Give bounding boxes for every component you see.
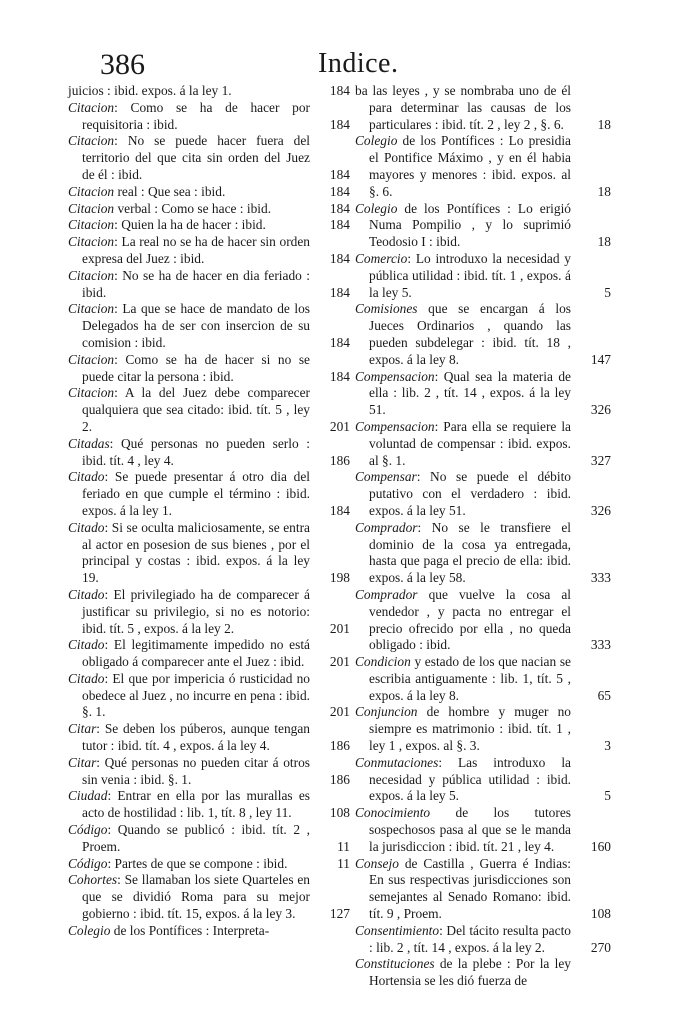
entry-heading: Compensacion bbox=[355, 368, 435, 384]
index-entry bbox=[68, 352, 350, 386]
entry-heading: Conocimiento bbox=[355, 805, 431, 821]
entry-page-number: 186 bbox=[329, 452, 350, 468]
entry-page-number: 108 bbox=[590, 906, 611, 922]
index-entry bbox=[68, 469, 350, 519]
entry-page-number: 11 bbox=[337, 838, 350, 854]
entry-heading: Citacion bbox=[68, 267, 115, 283]
entry-text: : Qual sea la materia de ella : lib. 2 , tít. 14 , expos. á la ley 51. bbox=[369, 368, 571, 418]
entry-page-number: 184 bbox=[329, 250, 350, 266]
index-entry bbox=[68, 822, 350, 856]
entry-heading: Citacion bbox=[68, 234, 115, 250]
index-entry bbox=[68, 83, 350, 100]
page-number: 386 bbox=[100, 48, 145, 81]
index-entry bbox=[355, 469, 611, 519]
index-entry bbox=[68, 788, 350, 822]
entry-text: y estado de los que nacian se escribia antiguamente : lib. 1, tít. 5 , expos. á la ley 8. bbox=[369, 654, 571, 703]
index-entry bbox=[68, 217, 350, 234]
entry-text: : La real no se ha de hacer sin orden expresa del Juez : ibid. bbox=[82, 234, 310, 266]
entry-heading: Comprador bbox=[355, 586, 418, 602]
entry-heading: Citado bbox=[68, 469, 105, 485]
entry-text: : Partes de que se compone : ibid. bbox=[107, 855, 288, 871]
index-entry bbox=[355, 923, 611, 957]
index-entry bbox=[355, 83, 611, 133]
entry-page-number: 184 bbox=[329, 334, 350, 350]
entry-heading: Ciudad bbox=[68, 788, 108, 804]
index-entry bbox=[68, 637, 350, 671]
index-entry bbox=[68, 184, 350, 201]
entry-text: : Qué personas no pueden citar á otros sin venia : ibid. §. 1. bbox=[82, 754, 310, 787]
index-entry bbox=[68, 268, 350, 302]
entry-page-number: 3 bbox=[604, 738, 611, 754]
index-entry bbox=[355, 755, 611, 805]
entry-heading: Comisiones bbox=[355, 301, 418, 317]
entry-text: : Se llamaban los siete Quarteles en que se dividió Roma para su mejor gobierno : ibid. tít. 15, expos. á la ley 3. bbox=[82, 872, 310, 922]
entry-page-number: 127 bbox=[329, 906, 350, 922]
entry-heading: Comprador bbox=[355, 519, 418, 535]
entry-text: : Entrar en ella por las murallas es acto de hostilidad : lib. 1, tít. 8 , ley 11. bbox=[82, 788, 310, 821]
entry-text: : El legitimamente impedido no está obligado á comparecer ante el Juez : ibid. bbox=[82, 637, 310, 670]
entry-heading: Citar bbox=[68, 754, 97, 770]
entry-text: : Como se ha de hacer por requisitoria : ibid. bbox=[82, 99, 310, 132]
entry-heading: Compensacion bbox=[355, 418, 435, 434]
entry-page-number: 184 bbox=[329, 284, 350, 300]
entry-heading: Citacion bbox=[68, 99, 115, 115]
entry-text: : No se le transfiere el dominio de la cosa ya entregada, hasta que paga el precio de ella: ibid. expos. á la ley 58. bbox=[369, 519, 571, 586]
entry-text: : Lo introduxo la necesidad y pública utilidad : ibid. tít. 1 , expos. á la ley 5. bbox=[369, 250, 571, 300]
entry-heading: Citacion bbox=[68, 351, 115, 367]
entry-page-number: 326 bbox=[590, 502, 611, 518]
index-entry bbox=[68, 856, 350, 873]
entry-text: de los Pontífices : Lo presidia el Pontifice Máximo , y en él habia mayores y menores : ibid. expos. al §. 6. bbox=[369, 133, 571, 199]
entry-text: : Como se ha de hacer si no se puede citar la persona : ibid. bbox=[82, 351, 310, 384]
entry-page-number: 186 bbox=[329, 738, 350, 754]
entry-heading: Citacion bbox=[68, 133, 115, 149]
entry-page-number: 184 bbox=[329, 116, 350, 132]
entry-heading: Citado bbox=[68, 519, 105, 535]
entry-text: que vuelve la cosa al vendedor , y pacta no entregar el precio ofrecido por ella , no queda obligado : ibid. bbox=[369, 586, 571, 653]
index-entry bbox=[68, 872, 350, 922]
entry-text: juicios : ibid. expos. á la ley 1. bbox=[68, 83, 232, 98]
entry-heading: Citado bbox=[68, 586, 105, 602]
entry-text: : No se puede hacer fuera del territorio del que cita sin orden del Juez de él : ibid. bbox=[82, 133, 310, 182]
entry-heading: Colegio bbox=[355, 133, 398, 149]
index-entry bbox=[355, 520, 611, 587]
entry-text: real : Que sea : ibid. bbox=[114, 183, 226, 199]
entry-page-number: 201 bbox=[329, 654, 350, 670]
entry-page-number: 11 bbox=[337, 855, 350, 871]
entry-text: : Se deben los púberos, aunque tengan tutor : ibid. tít. 4 , expos. á la ley 4. bbox=[82, 721, 310, 754]
index-entry bbox=[68, 923, 350, 940]
entry-text: de la plebe : Por la ley Hortensia se les dió fuerza de bbox=[369, 956, 571, 989]
entry-heading: Citacion bbox=[68, 301, 115, 317]
index-entry bbox=[68, 721, 350, 755]
entry-page-number: 184 bbox=[329, 166, 350, 182]
entry-text: : La que se hace de mandato de los Delegados ha de ser con insercion de su comision : ibid. bbox=[82, 301, 310, 350]
entry-heading: Citadas bbox=[68, 435, 110, 451]
page-title: Indice. bbox=[318, 48, 399, 79]
index-entry bbox=[68, 671, 350, 721]
entry-page-number: 184 bbox=[329, 368, 350, 384]
entry-text: ba las leyes , y se nombraba uno de él para determinar las causas de los particulares : ibid. tít. 2 , ley 2 , §. 6. bbox=[355, 83, 571, 132]
index-entry bbox=[68, 133, 350, 183]
entry-heading: Condicion bbox=[355, 654, 411, 670]
index-entry bbox=[68, 100, 350, 134]
entry-page-number: 186 bbox=[329, 771, 350, 787]
entry-heading: Código bbox=[68, 855, 108, 871]
index-column-left bbox=[68, 83, 350, 940]
entry-text: : No se puede el débito putativo con el verdadero : ibid. expos. á la ley 51. bbox=[369, 469, 571, 518]
index-column-right bbox=[355, 83, 611, 990]
entry-page-number: 5 bbox=[604, 284, 611, 300]
index-entry bbox=[355, 133, 611, 200]
entry-page-number: 333 bbox=[590, 637, 611, 653]
entry-text: : Para ella se requiere la voluntad de compensar : ibid. expos. al §. 1. bbox=[369, 418, 571, 468]
entry-page-number: 201 bbox=[329, 620, 350, 636]
entry-page-number: 327 bbox=[590, 452, 611, 468]
entry-page-number: 201 bbox=[329, 704, 350, 720]
index-entry bbox=[68, 436, 350, 470]
index-entry bbox=[355, 419, 611, 469]
index-entry bbox=[68, 201, 350, 218]
entry-heading: Constituciones bbox=[355, 956, 435, 972]
entry-page-number: 184 bbox=[329, 83, 350, 98]
entry-text: : No se ha de hacer en dia feriado : ibid. bbox=[82, 267, 310, 300]
entry-heading: Comercio bbox=[355, 250, 408, 266]
entry-page-number: 18 bbox=[597, 183, 611, 199]
entry-heading: Compensar bbox=[355, 469, 417, 485]
entry-heading: Colegio bbox=[68, 922, 111, 938]
entry-heading: Consentimiento bbox=[355, 922, 440, 938]
index-entry bbox=[68, 755, 350, 789]
entry-text: de Castilla , Guerra é Indias: En sus respectivas jurisdicciones son semejantes al Senado Romano: ibid. tít. 9 , Proem. bbox=[369, 855, 571, 922]
entry-heading: Citado bbox=[68, 637, 105, 653]
entry-text: : Qué personas no pueden serlo : ibid. tít. 4 , ley 4. bbox=[82, 435, 310, 468]
index-entry bbox=[68, 301, 350, 351]
entry-heading: Código bbox=[68, 822, 108, 838]
entry-text: de los tutores sospechosos pasa al que se le manda la jurisdiccion : ibid. tít. 21 , ley 4. bbox=[369, 805, 571, 854]
entry-page-number: 5 bbox=[604, 788, 611, 804]
index-entry bbox=[355, 956, 611, 990]
index-entry bbox=[355, 251, 611, 301]
entry-text: : Quando se publicó : ibid. tít. 2 , Proem. bbox=[82, 822, 310, 854]
index-entry bbox=[68, 234, 350, 268]
entry-page-number: 18 bbox=[597, 234, 611, 250]
entry-text: : El privilegiado ha de comparecer á justificar su privilegio, si no es notorio: ibid. tít. 5 , expos. á la ley 2. bbox=[82, 586, 310, 636]
index-entry bbox=[355, 369, 611, 419]
entry-page-number: 184 bbox=[329, 183, 350, 199]
entry-text: : Si se oculta maliciosamente, se entra al actor en posesion de sus bienes , por el principal y costas : ibid. expos. á la ley 19. bbox=[82, 519, 310, 586]
index-entry bbox=[355, 587, 611, 654]
entry-heading: Conmutaciones bbox=[355, 754, 439, 770]
entry-text: de los Pontífices : Lo erigió Numa Pompilio , y lo suprimió Teodosio I : ibid. bbox=[369, 200, 571, 250]
entry-page-number: 333 bbox=[590, 570, 611, 586]
entry-heading: Citacion bbox=[68, 217, 115, 233]
entry-text: de hombre y muger no siempre es matrimonio : ibid. tít. 1 , ley 1 , expos. al §. 3. bbox=[369, 704, 571, 754]
entry-page-number: 184 bbox=[329, 200, 350, 216]
index-entry bbox=[355, 654, 611, 704]
entry-heading: Citacion bbox=[68, 385, 115, 401]
entry-page-number: 198 bbox=[329, 570, 350, 586]
index-entry bbox=[68, 587, 350, 637]
entry-page-number: 270 bbox=[590, 939, 611, 955]
entry-heading: Citado bbox=[68, 670, 105, 686]
entry-page-number: 326 bbox=[590, 402, 611, 418]
entry-text: : Se puede presentar á otro dia del feriado en que cumple el término : ibid. expos. á la ley 1. bbox=[82, 469, 310, 518]
entry-page-number: 18 bbox=[597, 116, 611, 132]
entry-text: de los Pontífices : Interpreta- bbox=[110, 922, 270, 938]
entry-text: que se encargan á los Jueces Ordinarios , quando las pueden subdelegar : ibid. tít. 18 , expos. á la ley 8. bbox=[369, 301, 571, 367]
entry-text: : El que por impericia ó rusticidad no obedece al Juez , no incurre en pena : ibid. §. 1. bbox=[82, 670, 310, 720]
entry-text: : Del tácito resulta pacto : lib. 2 , tít. 14 , expos. á la ley 2. bbox=[369, 922, 571, 955]
entry-heading: Citacion bbox=[68, 200, 115, 216]
entry-page-number: 184 bbox=[329, 217, 350, 233]
entry-page-number: 147 bbox=[590, 351, 611, 367]
entry-heading: Citar bbox=[68, 721, 97, 737]
entry-heading: Conjuncion bbox=[355, 704, 418, 720]
entry-heading: Cohortes bbox=[68, 872, 118, 888]
index-entry bbox=[355, 856, 611, 923]
index-entry bbox=[355, 201, 611, 251]
index-entry bbox=[355, 704, 611, 754]
index-entry bbox=[68, 385, 350, 435]
index-entry bbox=[355, 805, 611, 855]
entry-text: : Las introduxo la necesidad y pública utilidad : ibid. expos. á la ley 5. bbox=[369, 754, 571, 804]
entry-page-number: 108 bbox=[329, 805, 350, 821]
index-entry bbox=[68, 520, 350, 587]
entry-text: : A la del Juez debe comparecer qualquiera que sea citado: ibid. tít. 5 , ley 2. bbox=[82, 385, 310, 434]
entry-heading: Citacion bbox=[68, 183, 115, 199]
entry-heading: Colegio bbox=[355, 200, 398, 216]
index-entry bbox=[355, 301, 611, 368]
entry-page-number: 160 bbox=[590, 838, 611, 854]
entry-page-number: 65 bbox=[597, 687, 611, 703]
entry-heading: Consejo bbox=[355, 855, 399, 871]
entry-page-number: 184 bbox=[329, 502, 350, 518]
entry-text: : Quien la ha de hacer : ibid. bbox=[114, 217, 266, 233]
entry-page-number: 201 bbox=[329, 418, 350, 434]
entry-text: verbal : Como se hace : ibid. bbox=[114, 200, 272, 216]
